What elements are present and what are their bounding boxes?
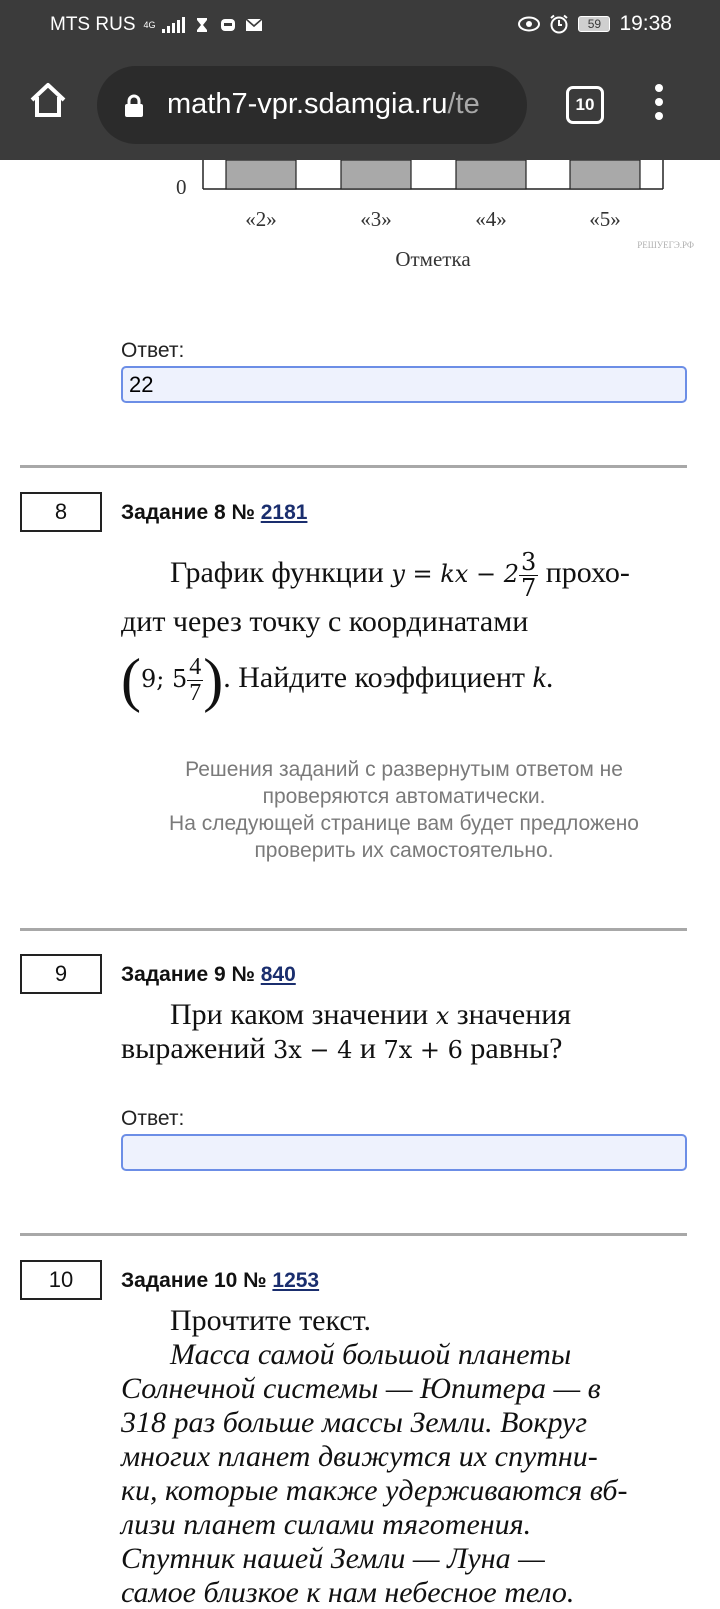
bar-chart bbox=[0, 160, 720, 290]
mail-icon bbox=[245, 17, 263, 33]
url-host: math7-vpr.sdamgia.ru bbox=[167, 88, 448, 120]
expression: 7x + 6 bbox=[383, 1036, 463, 1064]
variable-k: k bbox=[532, 660, 546, 694]
answer-label: Ответ: bbox=[121, 1107, 185, 1130]
auto-check-note bbox=[121, 756, 687, 864]
text: равны? bbox=[462, 1032, 563, 1065]
huawei-app-icon bbox=[219, 17, 237, 33]
clock: 19:38 bbox=[619, 12, 672, 35]
battery-icon: 59 bbox=[578, 16, 610, 32]
task8-line1 bbox=[170, 550, 630, 601]
paren: ( bbox=[121, 647, 141, 713]
text: . bbox=[545, 660, 554, 694]
carrier-name: MTS RUS bbox=[50, 14, 136, 35]
fraction-denominator: 7 bbox=[189, 679, 202, 706]
task-divider bbox=[20, 1233, 687, 1236]
expression: 3x − 4 bbox=[272, 1036, 353, 1064]
note-line: На следующей странице вам будет предложено bbox=[169, 812, 639, 835]
fraction bbox=[519, 550, 538, 601]
task-link[interactable]: 1253 bbox=[272, 1269, 320, 1292]
task-divider bbox=[20, 465, 687, 468]
home-icon[interactable] bbox=[28, 80, 68, 120]
text: При каком значении bbox=[170, 998, 436, 1031]
text: . Найдите коэффициент bbox=[223, 660, 533, 694]
signal-icon bbox=[162, 17, 185, 33]
point-coords: 9; 5 bbox=[140, 664, 188, 693]
task10-text-line: Масса самой большой планеты bbox=[170, 1338, 572, 1371]
task10-intro: Прочтите текст. bbox=[170, 1304, 371, 1337]
task-heading-text: Задание 10 № bbox=[121, 1269, 273, 1292]
status-bar bbox=[0, 0, 720, 50]
answer-label: Ответ: bbox=[121, 339, 185, 362]
task10-text-line: Спутник нашей Земли — Луна — bbox=[121, 1542, 545, 1575]
task-link[interactable]: 2181 bbox=[260, 501, 308, 524]
task-heading bbox=[121, 963, 296, 987]
note-line: проверить их самостоятельно. bbox=[254, 839, 554, 862]
task8-line2: дит через точку с координатами bbox=[121, 605, 529, 638]
eye-icon bbox=[518, 16, 540, 32]
task10-text-line: самое близкое к нам небесное тело. bbox=[121, 1576, 575, 1609]
hourglass-icon bbox=[193, 17, 211, 33]
answer-input-task7[interactable] bbox=[121, 366, 687, 403]
fraction bbox=[187, 655, 203, 706]
task10-text-line: лизи планет силами тяготения. bbox=[121, 1508, 532, 1541]
formula-text: y = kx − 2 bbox=[391, 560, 519, 588]
status-right bbox=[518, 12, 672, 36]
category-label: «3» bbox=[360, 207, 392, 231]
x-axis-label: Отметка bbox=[395, 247, 471, 271]
task-number-box: 9 bbox=[20, 954, 102, 994]
task-number-box: 8 bbox=[20, 492, 102, 532]
bar-5 bbox=[570, 160, 640, 189]
task10-text-line: 318 раз больше массы Земли. Вокруг bbox=[121, 1406, 588, 1439]
text: и bbox=[352, 1032, 384, 1065]
task10-text-line: ки, которые также удерживаются вб- bbox=[121, 1474, 628, 1507]
watermark: РЕШУЕГЭ.РФ bbox=[637, 240, 694, 250]
bar-3 bbox=[341, 160, 411, 189]
tab-switcher-button[interactable]: 10 bbox=[566, 86, 604, 124]
status-left bbox=[50, 14, 263, 36]
text: значения bbox=[449, 998, 572, 1031]
note-line: Решения заданий с развернутым ответом не bbox=[185, 758, 623, 781]
bar-4 bbox=[456, 160, 526, 189]
task-heading-text: Задание 9 № bbox=[121, 963, 261, 986]
address-bar[interactable] bbox=[97, 66, 527, 144]
task-number-box: 10 bbox=[20, 1260, 102, 1300]
chart-fragment bbox=[0, 160, 720, 290]
text: выражений bbox=[121, 1032, 273, 1065]
task9-line1 bbox=[170, 998, 571, 1033]
url-path: /te bbox=[447, 88, 480, 120]
answer-input-task9[interactable] bbox=[121, 1134, 687, 1171]
text: График функции bbox=[170, 556, 392, 589]
fraction-denominator: 7 bbox=[520, 574, 537, 602]
formula bbox=[391, 548, 538, 602]
note-line: проверяются автоматически. bbox=[262, 785, 546, 808]
network-type: 4G bbox=[143, 19, 156, 30]
category-label: «5» bbox=[589, 207, 621, 231]
task-heading bbox=[121, 1269, 319, 1293]
more-menu-icon[interactable] bbox=[654, 84, 664, 124]
task9-line2 bbox=[121, 1032, 562, 1067]
fraction-numerator: 4 bbox=[189, 653, 202, 680]
lock-icon bbox=[123, 94, 145, 118]
url-text[interactable] bbox=[167, 88, 480, 121]
task-link[interactable]: 840 bbox=[260, 963, 296, 986]
y-tick-0: 0 bbox=[176, 175, 187, 199]
task-divider bbox=[20, 928, 687, 931]
task10-text-line: Солнечной системы — Юпитера — в bbox=[121, 1372, 601, 1405]
task-heading bbox=[121, 501, 307, 525]
text: прохо- bbox=[538, 556, 630, 589]
variable-x: x bbox=[435, 1002, 450, 1030]
task8-line3 bbox=[121, 647, 554, 713]
fraction-numerator: 3 bbox=[520, 548, 537, 576]
task10-text-line: многих планет движутся их спутни- bbox=[121, 1440, 598, 1473]
paren: ) bbox=[203, 647, 224, 713]
task-heading-text: Задание 8 № bbox=[121, 501, 261, 524]
browser-toolbar bbox=[0, 50, 720, 160]
bar-2 bbox=[226, 160, 296, 189]
category-label: «4» bbox=[475, 207, 507, 231]
alarm-icon bbox=[549, 14, 569, 34]
category-label: «2» bbox=[245, 207, 277, 231]
